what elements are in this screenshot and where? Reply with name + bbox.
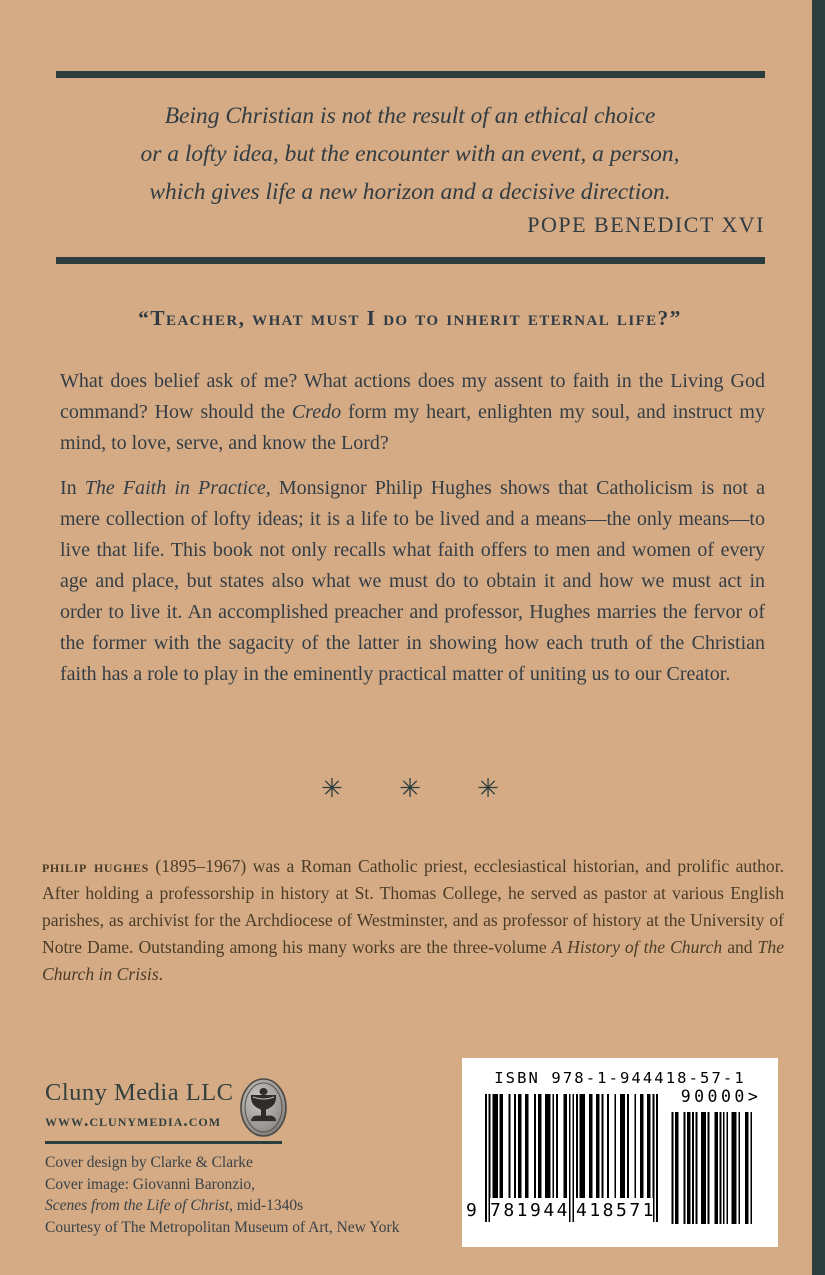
description-paragraph-1: [60, 366, 765, 459]
middle-divider-rule: [56, 257, 765, 264]
publisher-website: www.clunymedia.com: [45, 1110, 222, 1130]
author-bio: [42, 853, 784, 988]
endorsement-quote: [55, 97, 765, 211]
isbn-barcode-panel: [462, 1058, 778, 1247]
asterisk-ornaments: [55, 774, 765, 804]
book-title-italic: The Church in Crisis: [42, 937, 784, 984]
bio-text: and: [722, 937, 758, 957]
barcode-digit-prefix: 9: [466, 1200, 477, 1221]
asterisk-icon: ✳: [321, 774, 343, 804]
book-title-italic: A History of the Church: [551, 937, 723, 957]
credit-line: Courtesy of The Metropolitan Museum of Art, New York: [45, 1218, 400, 1236]
credit-line: [45, 1195, 399, 1217]
paragraph-text: form my heart, enlighten my soul, and instruct my mind, to love, serve, and know the Lord?: [60, 401, 765, 454]
description-paragraph-2: [60, 473, 765, 690]
isbn-number-label: ISBN 978-1-944418-57-1: [494, 1069, 746, 1087]
barcode-digit-group-1: 781944: [490, 1198, 567, 1224]
publisher-name: Cluny Media LLC: [45, 1079, 234, 1106]
asterisk-icon: ✳: [477, 774, 499, 804]
artwork-title-italic: Scenes from the Life of Christ: [45, 1197, 230, 1214]
cover-spine-edge: [812, 0, 825, 1275]
publisher-divider-rule: [45, 1141, 282, 1144]
quote-line: Being Christian is not the result of an ethical choice: [164, 103, 656, 129]
credit-line: Cover image: Giovanni Baronzio,: [45, 1175, 256, 1193]
asterisk-icon: ✳: [399, 774, 421, 804]
headline-quote: “Teacher, what must I do to inherit eternal life?”: [138, 306, 682, 330]
paragraph-text: , Monsignor Philip Hughes shows that Catholicism is not a mere collection of lofty ideas; it is a life to be lived and a means—the only means—to live that life. This book not only recalls what faith offers to men and women of every age and place, but states also what we must do to obtain it and how we must act in order to live it. An accomplished preacher and professor, Hughes marries the fervor of the former with the sagacity of the latter in showing how each truth of the Christian faith has a role to play in the eminently practical matter of uniting us to our Creator.: [60, 477, 765, 685]
chalice-medallion-logo-icon: [240, 1078, 287, 1137]
credit-line: Cover design by Clarke & Clarke: [45, 1154, 253, 1171]
credit-text: , mid-1340s: [229, 1197, 304, 1214]
book-title-italic: The Faith in Practice: [84, 477, 266, 499]
barcode-digit-group-2: 418571: [576, 1198, 653, 1224]
author-name: philip hughes: [42, 856, 149, 876]
ean5-addon-barcode: [670, 1112, 752, 1224]
paragraph-text: In: [60, 477, 85, 499]
cover-credits: [45, 1152, 399, 1238]
book-title-italic: Credo: [291, 401, 342, 423]
top-divider-rule: [56, 71, 765, 78]
quote-line: or a lofty idea, but the encounter with an event, a person,: [140, 141, 680, 167]
bio-text: .: [158, 964, 164, 984]
price-code-label: 90000>: [680, 1087, 762, 1106]
paragraph-text: What does belief ask of me? What actions does my assent to faith in the Living God command? How should the: [60, 370, 765, 423]
bio-text: (1895–1967) was a Roman Catholic priest, ecclesiastical historian, and prolific author. After holding a professorship in history at St. Thomas College, he served as pastor at various English parishes, as archivist for the Archdiocese of Westminster, and as professor of history at the University of Notre Dame. Outstanding among his many works are the three-volume: [42, 856, 784, 957]
quote-line: which gives life a new horizon and a decisive direction.: [149, 179, 671, 205]
quote-attribution: POPE BENEDICT XVI: [527, 212, 765, 237]
barcode-digit-layer: [466, 1094, 658, 1222]
